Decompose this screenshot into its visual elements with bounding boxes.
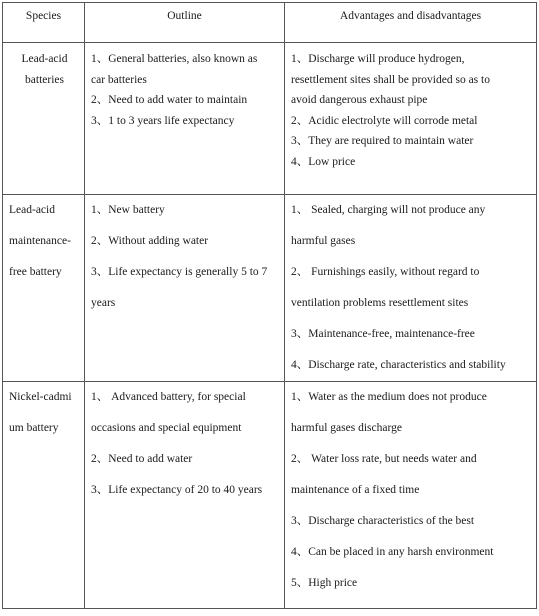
outline-line: 1、General batteries, also known as (91, 53, 258, 65)
outline-line: 3、1 to 3 years life expectancy (91, 114, 235, 127)
advantages-line: 1、 Sealed, charging will not produce any (291, 204, 486, 216)
species-cell (3, 43, 85, 195)
outline-line: 3、Life expectancy of 20 to 40 years (91, 484, 263, 496)
advantages-line: 3、Discharge characteristics of the best (291, 515, 475, 527)
species-line: maintenance- (9, 235, 71, 247)
outline-line: 2、Need to add water (91, 453, 193, 465)
outline-cell (85, 195, 285, 382)
battery-comparison-table (2, 2, 537, 609)
species-line: Nickel-cadmi (9, 391, 72, 403)
species-line: Lead-acid (21, 53, 68, 65)
outline-line: occasions and special equipment (91, 422, 242, 434)
advantages-line: 4、Low price (291, 155, 356, 168)
advantages-line: 4、Discharge rate, characteristics and stability (291, 359, 506, 371)
species-line: batteries (25, 73, 64, 86)
advantages-line: 1、Discharge will produce hydrogen, (291, 53, 465, 65)
table-row (3, 382, 537, 609)
table-row (3, 195, 537, 382)
header-advantages: Advantages and disadvantages (285, 3, 537, 43)
advantages-line: 4、Can be placed in any harsh environment (291, 546, 494, 558)
advantages-line: 2、 Water loss rate, but needs water and (291, 453, 477, 465)
advantages-cell (285, 43, 537, 195)
table-row (3, 43, 537, 195)
header-row (3, 3, 537, 43)
advantages-line: 2、Acidic electrolyte will corrode metal (291, 114, 478, 127)
advantages-line: avoid dangerous exhaust pipe (291, 94, 428, 106)
species-cell (3, 382, 85, 609)
outline-line: 3、Life expectancy is generally 5 to 7 (91, 266, 268, 278)
outline-line: years (91, 297, 116, 309)
header-species: Species (3, 3, 85, 43)
outline-line: 2、Without adding water (91, 235, 209, 247)
advantages-cell (285, 195, 537, 382)
species-line: um battery (9, 422, 59, 434)
outline-line: 1、 Advanced battery, for special (91, 391, 246, 403)
header-outline: Outline (85, 3, 285, 43)
advantages-line: 2、 Furnishings easily, without regard to (291, 266, 480, 278)
advantages-line: harmful gases discharge (291, 422, 402, 434)
advantages-line: 1、Water as the medium does not produce (291, 391, 487, 403)
outline-line: car batteries (91, 73, 147, 86)
advantages-line: 5、High price (291, 577, 358, 589)
outline-line: 2、Need to add water to maintain (91, 94, 248, 106)
outline-cell (85, 382, 285, 609)
outline-cell (85, 43, 285, 195)
advantages-line: ventilation problems resettlement sites (291, 297, 469, 309)
outline-line: 1、New battery (91, 204, 165, 216)
advantages-line: maintenance of a fixed time (291, 484, 420, 496)
advantages-cell (285, 382, 537, 609)
advantages-line: 3、They are required to maintain water (291, 135, 474, 147)
advantages-line: resettlement sites shall be provided so as to (291, 73, 490, 86)
advantages-line: 3、Maintenance-free, maintenance-free (291, 328, 475, 340)
advantages-line: harmful gases (291, 235, 356, 247)
species-line: Lead-acid (9, 204, 55, 216)
species-cell (3, 195, 85, 382)
species-line: free battery (9, 266, 62, 278)
